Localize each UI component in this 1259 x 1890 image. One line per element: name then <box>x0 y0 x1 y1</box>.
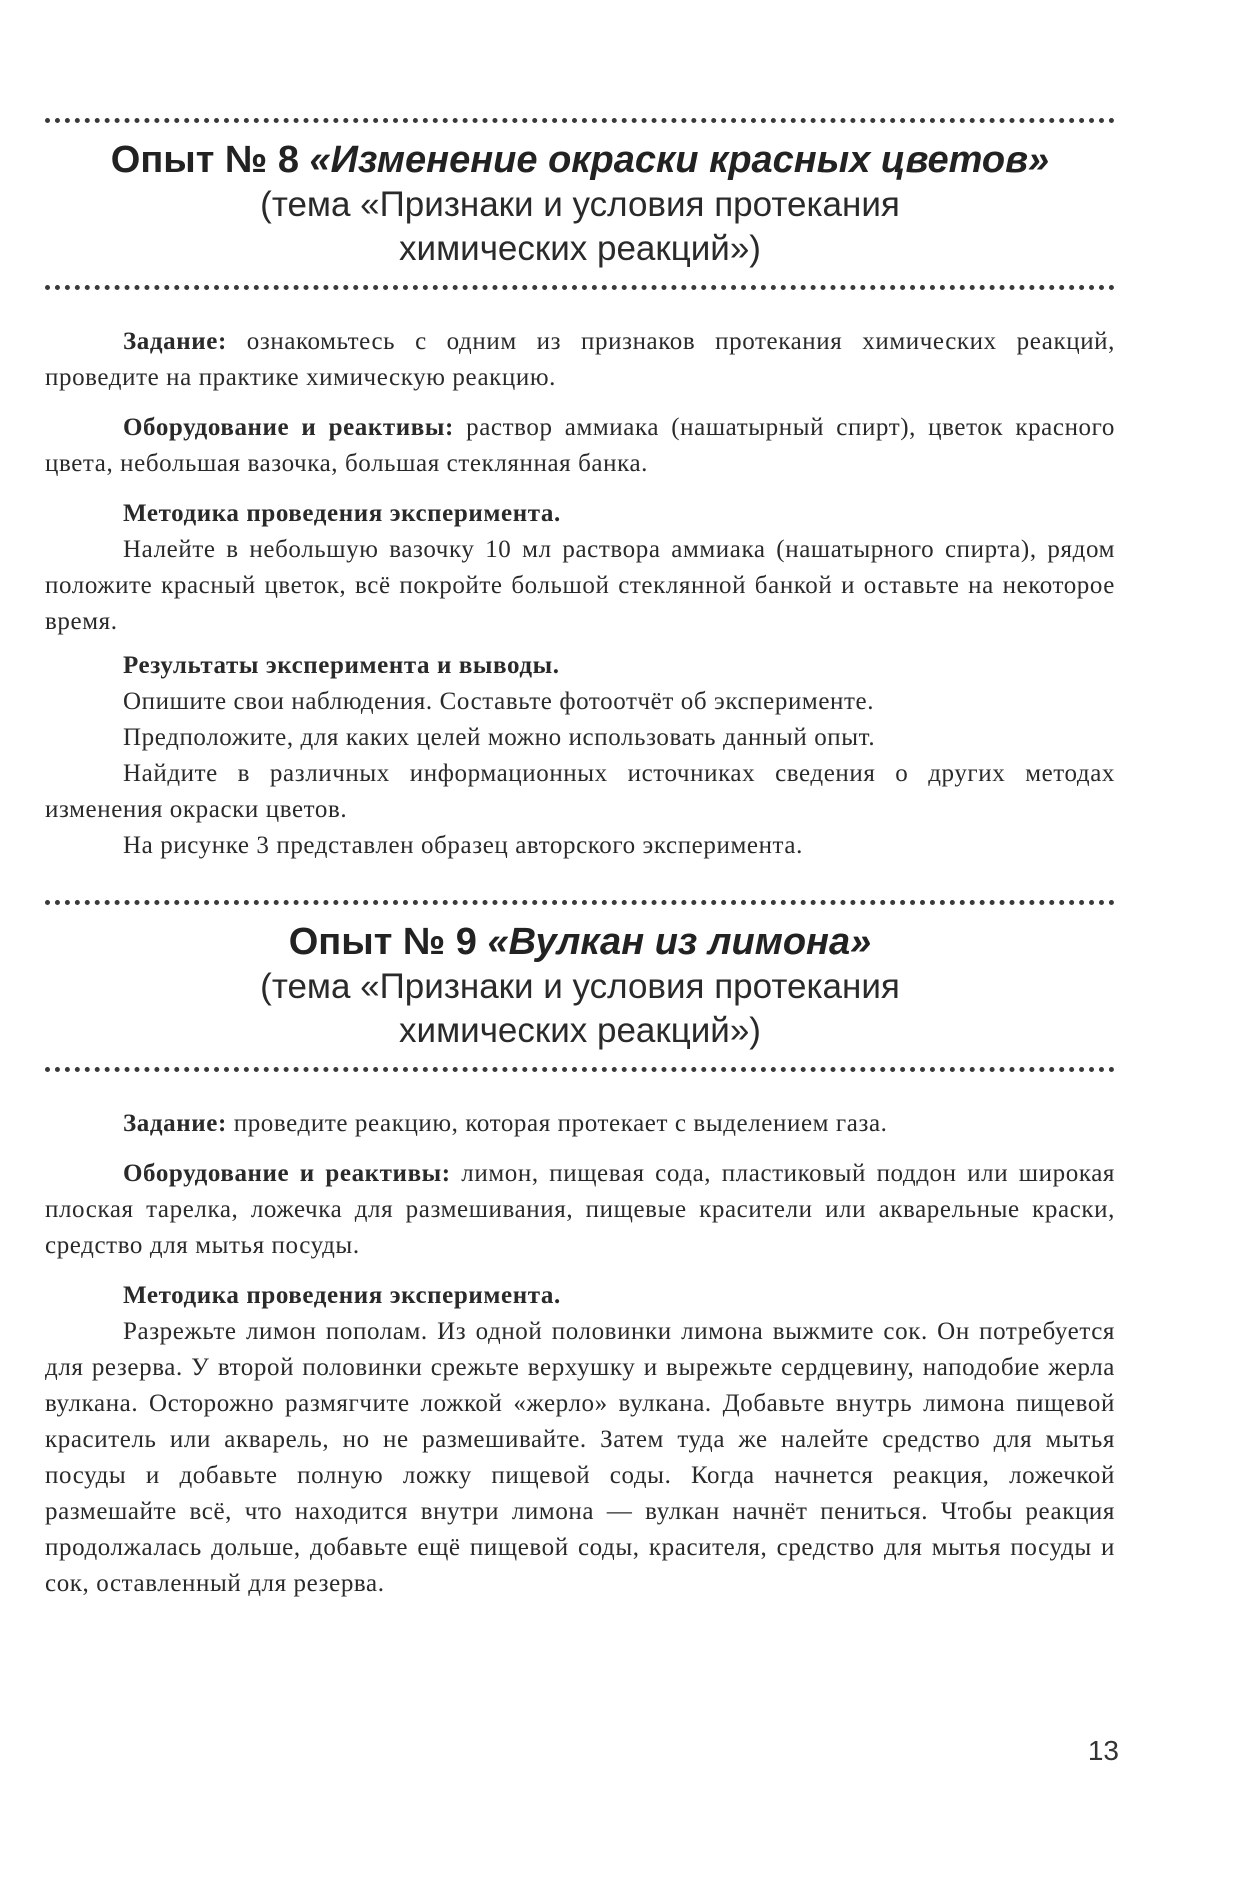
experiment-8-title <box>45 137 1115 183</box>
experiment-9-method-label: Методика проведения эксперимента. <box>123 1282 561 1309</box>
experiment-8-task <box>45 324 1115 396</box>
task-text: проведите реакцию, которая протекает с выделением газа. <box>226 1110 888 1137</box>
experiment-9-name: «Вулкан из лимона» <box>487 921 872 963</box>
equipment-label: Оборудование и реактивы: <box>123 414 454 441</box>
experiment-8-theme-line-1: (тема «Признаки и условия протекания <box>260 185 900 224</box>
task-text: ознакомьтесь с одним из признаков протекания химических реакций, проведите на практике химическую реакцию. <box>45 328 1115 391</box>
equipment-label: Оборудование и реактивы: <box>123 1160 451 1187</box>
experiment-8-theme-line-2: химических реакций») <box>399 229 761 268</box>
experiment-9-task <box>45 1106 1115 1142</box>
task-label: Задание: <box>123 328 227 355</box>
experiment-9-title <box>45 919 1115 965</box>
page-number: 13 <box>1087 1735 1119 1766</box>
experiment-8-method-label: Методика проведения эксперимента. <box>123 500 561 527</box>
experiment-9-section <box>45 900 1115 1602</box>
experiment-9-equipment <box>45 1156 1115 1264</box>
experiment-8-results-p1: Опишите свои наблюдения. Составьте фотоотчёт об эксперименте. <box>123 688 875 715</box>
equipment-text: лимон, пищевая сода, пластиковый поддон или широкая плоская тарелка, ложечка для размешивания, пищевые красители или акварельные краски, средство для мытья посуды. <box>45 1160 1115 1259</box>
experiment-9-theme-line-2: химических реакций») <box>399 1011 761 1050</box>
experiment-9-number: Опыт № 9 <box>288 921 488 963</box>
experiment-8-section <box>45 118 1115 864</box>
experiment-8-results-p2: Предположите, для каких целей можно использовать данный опыт. <box>123 724 876 751</box>
experiment-9-theme-line-1: (тема «Признаки и условия протекания <box>260 967 900 1006</box>
experiment-8-results-p4: На рисунке 3 представлен образец авторского эксперимента. <box>123 832 803 859</box>
equipment-text: раствор аммиака (нашатырный спирт), цветок красного цвета, небольшая вазочка, большая стеклянная банка. <box>45 414 1115 477</box>
experiment-8-number: Опыт № 8 <box>110 139 310 181</box>
task-label: Задание: <box>123 1110 227 1137</box>
experiment-8-name: «Изменение окраски красных цветов» <box>309 139 1050 181</box>
experiment-8-equipment <box>45 410 1115 482</box>
dotted-divider <box>45 118 1115 123</box>
dotted-divider <box>45 900 1115 905</box>
experiment-9-method-text: Разрежьте лимон пополам. Из одной половинки лимона выжмите сок. Он потребуется для резерва. У второй половинки срежьте верхушку и вырежьте сердцевину, наподобие жерла вулкана. Осторожно размягчите ложкой «жерло» вулкана. Добавьте внутрь лимона пищевой краситель или акварель, но не размешивайте. Затем туда же налейте средство для мытья посуды и добавьте полную ложку пищевой соды. Когда начнется реакция, ложечкой размешайте всё, что находится внутри лимона — вулкан начнёт пениться. Чтобы реакция продолжалась дольше, добавьте ещё пищевой соды, красителя, средство для мытья посуды и сок, оставленный для резерва. <box>45 1318 1115 1597</box>
experiment-8-method-text: Налейте в небольшую вазочку 10 мл раствора аммиака (нашатырного спирта), рядом положите красный цветок, всё покройте большой стеклянной банкой и оставьте на некоторое время. <box>45 536 1115 635</box>
experiment-8-results-label: Результаты эксперимента и выводы. <box>123 652 560 679</box>
experiment-8-results-p3: Найдите в различных информационных источниках сведения о других методах изменения окраски цветов. <box>45 760 1115 823</box>
